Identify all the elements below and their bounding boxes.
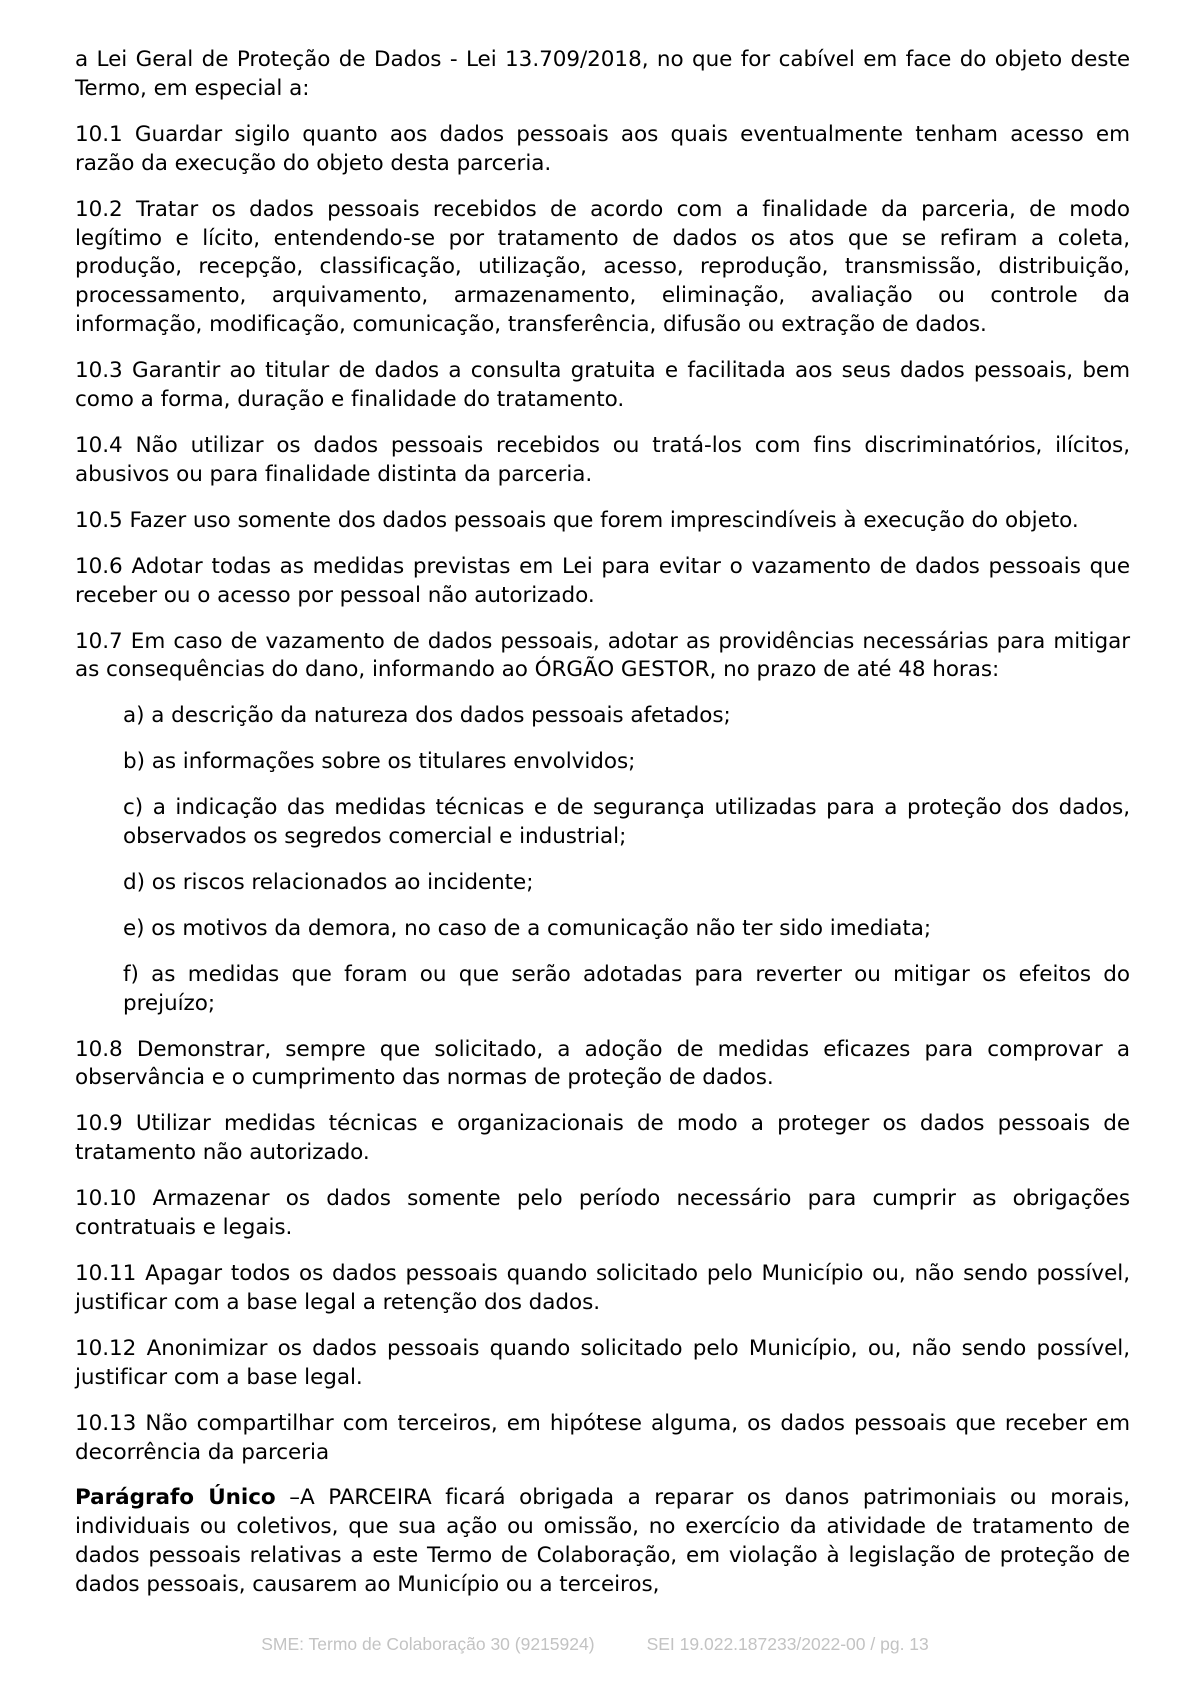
paragraph-clause-10-6: 10.6 Adotar todas as medidas previstas em Lei para evitar o vazamento de dados pessoais que receber ou o acesso por pessoal não autorizado. xyxy=(75,553,1130,608)
paragraph-clause-10-7-e: e) os motivos da demora, no caso de a comunicação não ter sido imediata; xyxy=(123,915,932,941)
paragraph-clause-10-3: 10.3 Garantir ao titular de dados a consulta gratuita e facilitada aos seus dados pessoais, bem como a forma, duração e finalidade do tratamento. xyxy=(75,358,1130,413)
paragraph-clause-10-7-c: c) a indicação das medidas técnicas e de segurança utilizadas para a proteção dos dados, observados os segredos comercial e industrial; xyxy=(123,795,1130,850)
paragraph-clause-10-7-a: a) a descrição da natureza dos dados pessoais afetados; xyxy=(123,703,731,729)
footer-document-reference: SME: Termo de Colaboração 30 (9215924) xyxy=(261,1634,595,1654)
paragraph-clause-10-2: 10.2 Tratar os dados pessoais recebidos de acordo com a finalidade da parceria, de modo legítimo e lícito, entendendo-se por tratamento de dados os atos que se refiram a coleta, produção, recepção, classificação, utilização, acesso, reprodução, transmissão, distribuição, processamento, arquivamento, armazenamento, eliminação, avaliação ou controle da informação, modificação, comunicação, transferência, difusão ou extração de dados. xyxy=(75,196,1130,338)
page-footer xyxy=(0,1634,1190,1655)
paragraph-clause-10-8: 10.8 Demonstrar, sempre que solicitado, a adoção de medidas eficazes para comprovar a observância e o cumprimento das normas de proteção de dados. xyxy=(75,1036,1130,1091)
paragraph-clause-10-7-f: f) as medidas que foram ou que serão adotadas para reverter ou mitigar os efeitos do prejuízo; xyxy=(123,961,1130,1016)
paragraph-clause-10-9: 10.9 Utilizar medidas técnicas e organizacionais de modo a proteger os dados pessoais de tratamento não autorizado. xyxy=(75,1111,1130,1166)
footer-sei-reference: SEI 19.022.187233/2022-00 / pg. 13 xyxy=(646,1634,929,1654)
paragrafo-unico-label: Parágrafo Único xyxy=(75,1485,276,1511)
document-body xyxy=(75,46,1130,1600)
paragraph-clause-10-11: 10.11 Apagar todos os dados pessoais quando solicitado pelo Município ou, não sendo possível, justificar com a base legal a retenção dos dados. xyxy=(75,1261,1130,1315)
paragraph-clause-10-1: 10.1 Guardar sigilo quanto aos dados pessoais aos quais eventualmente tenham acesso em razão da execução do objeto desta parceria. xyxy=(75,121,1130,176)
paragraph-paragrafo-unico xyxy=(75,1484,1130,1600)
paragraph-clause-10-10: 10.10 Armazenar os dados somente pelo período necessário para cumprir as obrigações contratuais e legais. xyxy=(75,1186,1130,1241)
paragraph-clause-10-4: 10.4 Não utilizar os dados pessoais recebidos ou tratá-los com fins discriminatórios, ilícitos, abusivos ou para finalidade distinta da parceria. xyxy=(75,432,1130,487)
paragraph-clause-10-7: 10.7 Em caso de vazamento de dados pessoais, adotar as providências necessárias para mitigar as consequências do dano, informando ao ÓRGÃO GESTOR, no prazo de até 48 horas: xyxy=(75,628,1130,683)
paragraph-clause-10-13: 10.13 Não compartilhar com terceiros, em hipótese alguma, os dados pessoais que receber em decorrência da parceria xyxy=(75,1410,1130,1465)
paragraph-clause-10-7-b: b) as informações sobre os titulares envolvidos; xyxy=(123,749,636,775)
paragraph-clause-10-7-d: d) os riscos relacionados ao incidente; xyxy=(123,869,534,895)
paragrafo-unico-text: –A PARCEIRA ficará obrigada a reparar os danos patrimoniais ou morais, individuais ou coletivos, que sua ação ou omissão, no exercício da atividade de tratamento de dados pessoais relativas a este Termo de Colaboração, em violação à legislação de proteção de dados pessoais, causarem ao Município ou a terceiros, xyxy=(75,1485,1131,1598)
paragraph-clause-10-12: 10.12 Anonimizar os dados pessoais quando solicitado pelo Município, ou, não sendo possível, justificar com a base legal. xyxy=(75,1335,1130,1390)
paragraph-clause-10-5: 10.5 Fazer uso somente dos dados pessoais que forem imprescindíveis à execução do objeto. xyxy=(75,507,1079,533)
paragraph-intro-continuation: a Lei Geral de Proteção de Dados - Lei 13.709/2018, no que for cabível em face do objeto deste Termo, em especial a: xyxy=(75,47,1130,101)
